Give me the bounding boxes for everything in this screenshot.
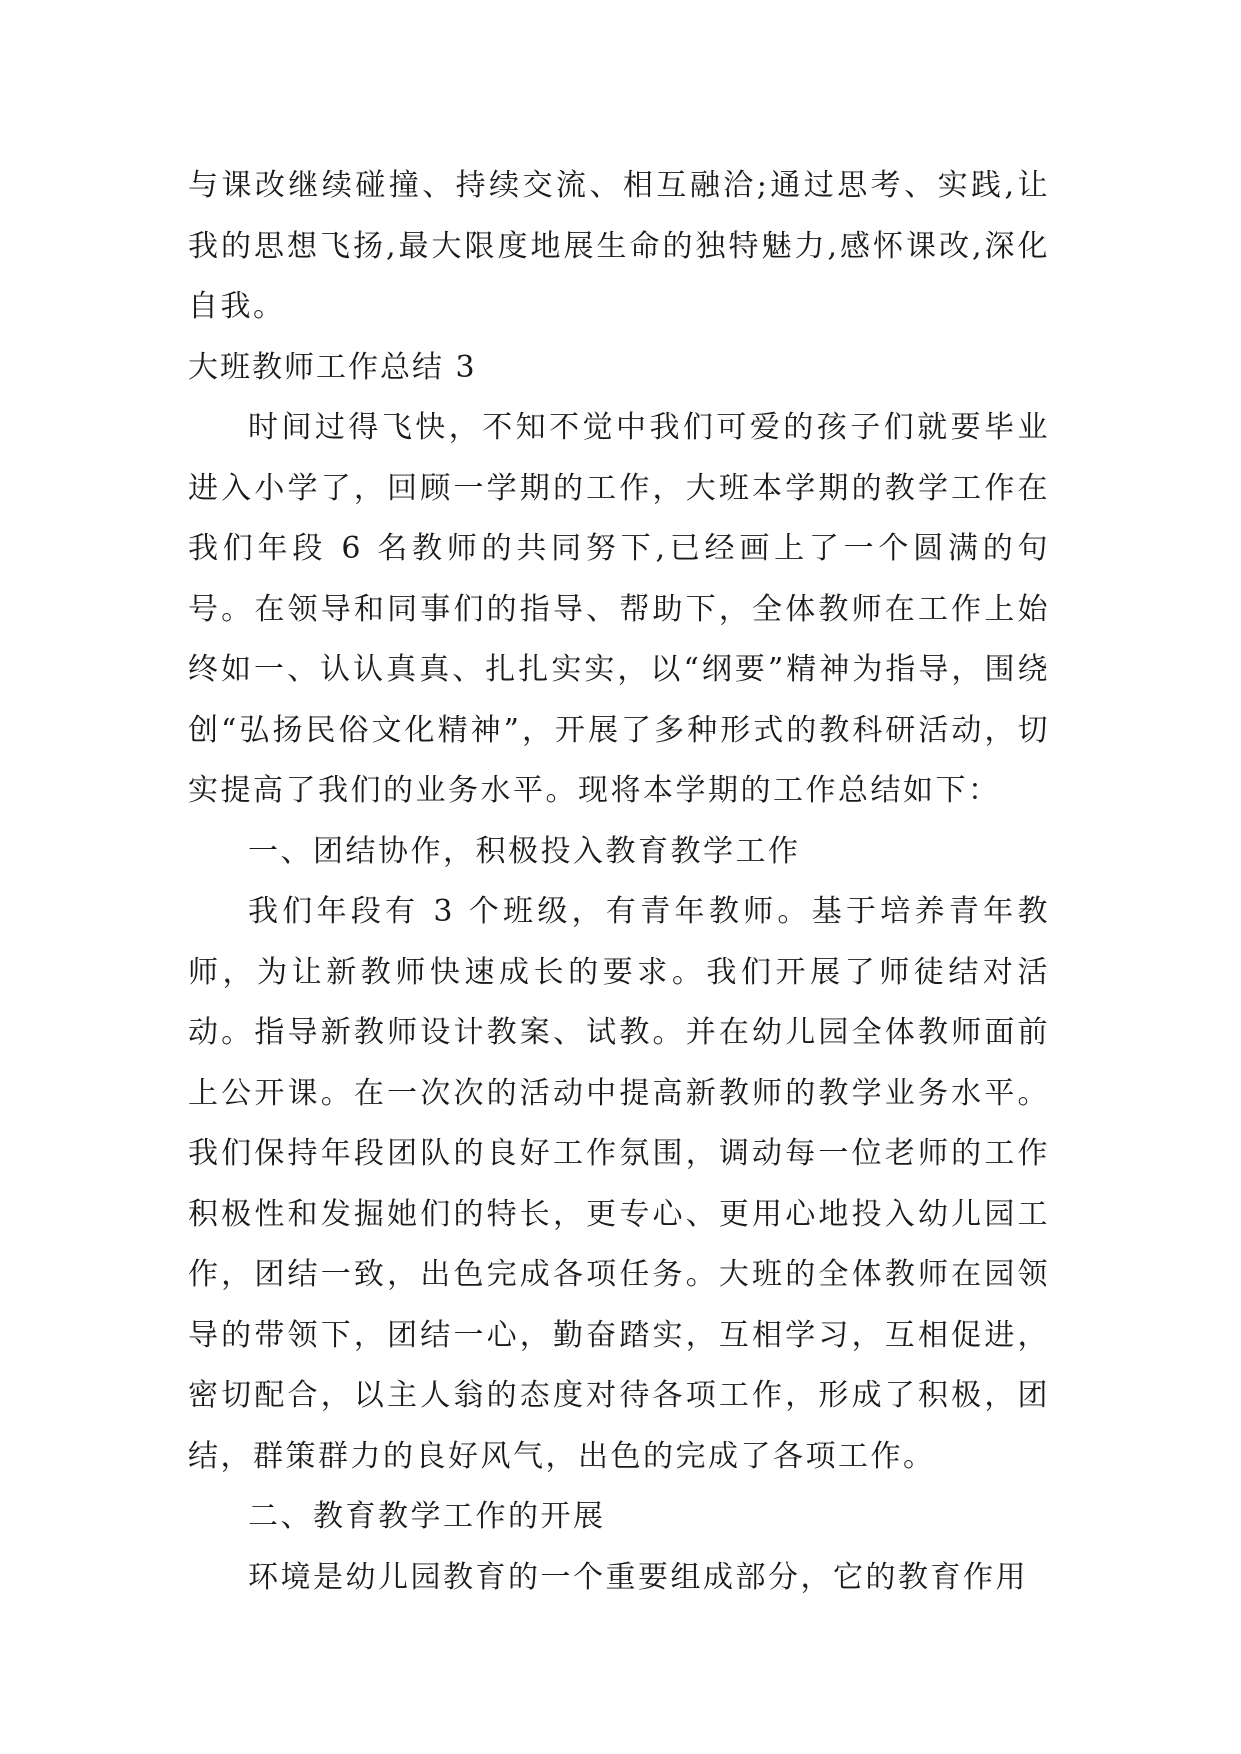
paragraph-intro: 时间过得飞快，不知不觉中我们可爱的孩子们就要毕业进入小学了，回顾一学期的工作，大班本学期的教学工作在我们年段 6 名教师的共同努下,已经画上了一个圆满的句号。在领导和同事们的指导、帮助下，全体教师在工作上始终如一、认认真真、扎扎实实，以“纲要”精神为指导，围绕创“弘扬民俗文化精神”，开展了多种形式的教科研活动，切实提高了我们的业务水平。现将本学期的工作总结如下：: [188, 410, 1050, 808]
subheading-teamwork: 一、团结协作，积极投入教育教学工作: [248, 833, 801, 869]
paragraph-continuation: 与课改继续碰撞、持续交流、相互融洽;通过思考、实践,让我的思想飞扬,最大限度地展生命的独特魅力,感怀课改,深化自我。: [188, 168, 1050, 324]
paragraph-teamwork: 我们年段有 3 个班级，有青年教师。基于培养青年教师，为让新教师快速成长的要求。我们开展了师徒结对活动。指导新教师设计教案、试教。并在幼儿园全体教师面前上公开课。在一次次的活动中提高新教师的教学业务水平。我们保持年段团队的良好工作氛围，调动每一位老师的工作积极性和发掘她们的特长，更专心、更用心地投入幼儿园工作，团结一致，出色完成各项任务。大班的全体教师在园领导的带领下，团结一心，勤奋踏实，互相学习，互相促进，密切配合，以主人翁的态度对待各项工作，形成了积极，团结，群策群力的良好风气，出色的完成了各项工作。: [188, 894, 1050, 1474]
section-title: 大班教师工作总结 3: [188, 349, 477, 385]
subheading-teaching: 二、教育教学工作的开展: [248, 1499, 606, 1534]
paragraph-environment: 环境是幼儿园教育的一个重要组成部分，它的教育作用: [248, 1559, 1028, 1595]
document-body: [188, 156, 1050, 1608]
